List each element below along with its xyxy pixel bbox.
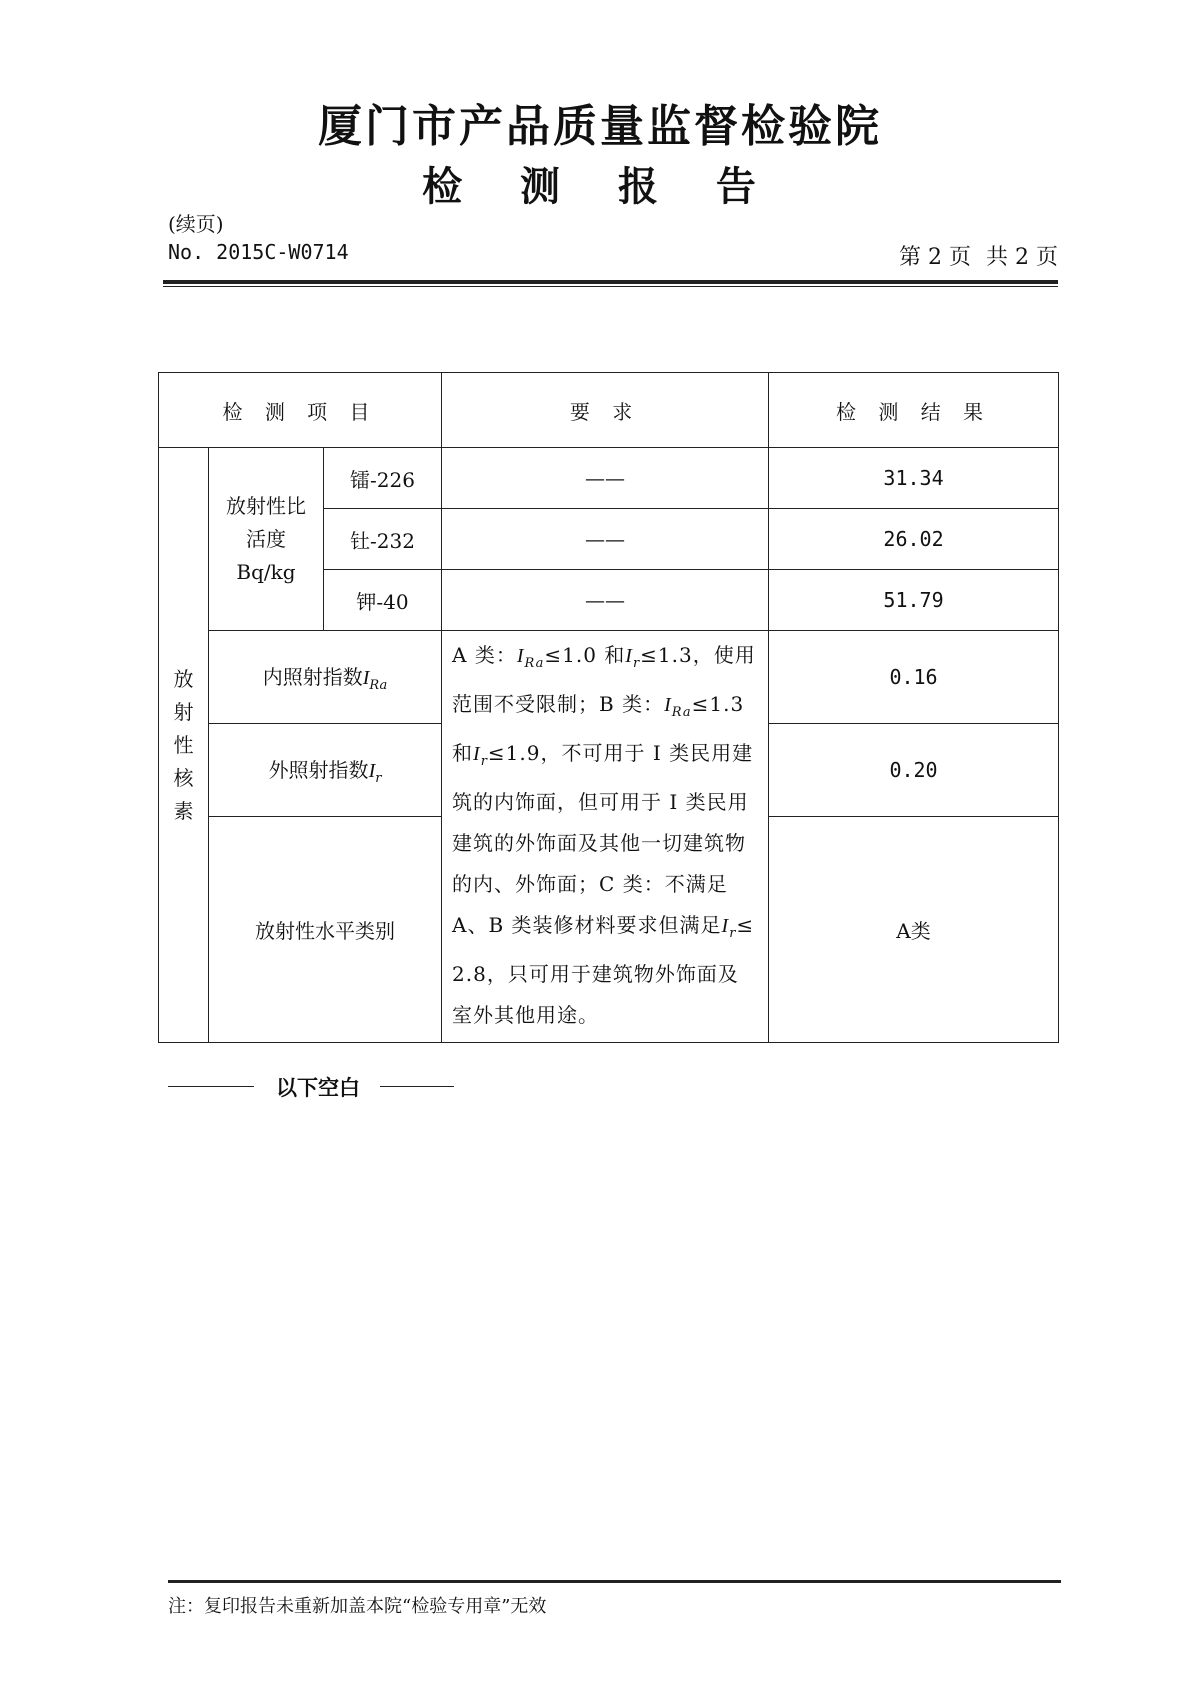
requirement-th232: ——	[442, 509, 769, 570]
result-level: A类	[769, 816, 1059, 1042]
footer-note: 注：复印报告未重新加盖本院“检验专用章”无效	[168, 1596, 547, 1617]
activity-label: 放射性比 活度 Bq/kg	[209, 448, 324, 631]
header-rule	[163, 280, 1058, 284]
group-label: 放 射 性 核 素	[159, 448, 209, 1043]
blank-line-right	[380, 1086, 454, 1087]
result-th232: 26.02	[769, 509, 1059, 570]
external-index-label: 外照射指数$I_r$	[209, 723, 442, 816]
result-external-index: 0.20	[769, 723, 1059, 816]
item-k40: 钾-40	[324, 570, 442, 631]
footer-rule	[168, 1580, 1061, 1583]
requirement-text: A 类：$I_{Ra}\le 1.0$ 和$I_r\le 1.3$，使用范围不受限制；B 类：$I_{Ra}\le 1.3$ 和$I_r\le 1.9$，不可用于 I 类民用建筑的内饰面，但可用于 I 类民用建筑的外饰面及其他一切建筑物的内、外饰面；C 类：不满足 A、B 类装修材料要求但满足$I_r\le 2.8$，只可用于建筑物外饰面及室外其他用途。	[442, 631, 769, 1043]
table-header-row	[159, 373, 1059, 448]
page-number: 第 2 页	[899, 245, 972, 270]
institute-name: 厦门市产品质量监督检验院	[318, 101, 882, 152]
blank-note: 以下空白	[276, 1075, 360, 1100]
blank-line-left	[168, 1086, 254, 1087]
header-item: 检 测 项 目	[159, 373, 442, 448]
level-label: 放射性水平类别	[209, 816, 442, 1042]
table-row	[159, 448, 1059, 509]
header-requirement: 要 求	[442, 373, 769, 448]
header-result: 检 测 结 果	[769, 373, 1059, 448]
report-title: 检 测 报 告	[422, 163, 778, 210]
page-total: 共 2 页	[986, 245, 1058, 270]
item-th232: 钍-232	[324, 509, 442, 570]
result-ra226: 31.34	[769, 448, 1059, 509]
requirement-k40: ——	[442, 570, 769, 631]
report-number: No. 2015C-W0714	[168, 240, 349, 264]
requirement-ra226: ——	[442, 448, 769, 509]
result-internal-index: 0.16	[769, 631, 1059, 724]
continued-label: (续页)	[168, 212, 224, 236]
result-k40: 51.79	[769, 570, 1059, 631]
internal-index-label: 内照射指数$I_{Ra}$	[209, 631, 442, 724]
item-ra226: 镭-226	[324, 448, 442, 509]
page-indicator	[891, 240, 1058, 271]
table-row	[159, 631, 1059, 724]
header-rule-thin	[163, 286, 1058, 287]
results-table	[158, 372, 1059, 1043]
